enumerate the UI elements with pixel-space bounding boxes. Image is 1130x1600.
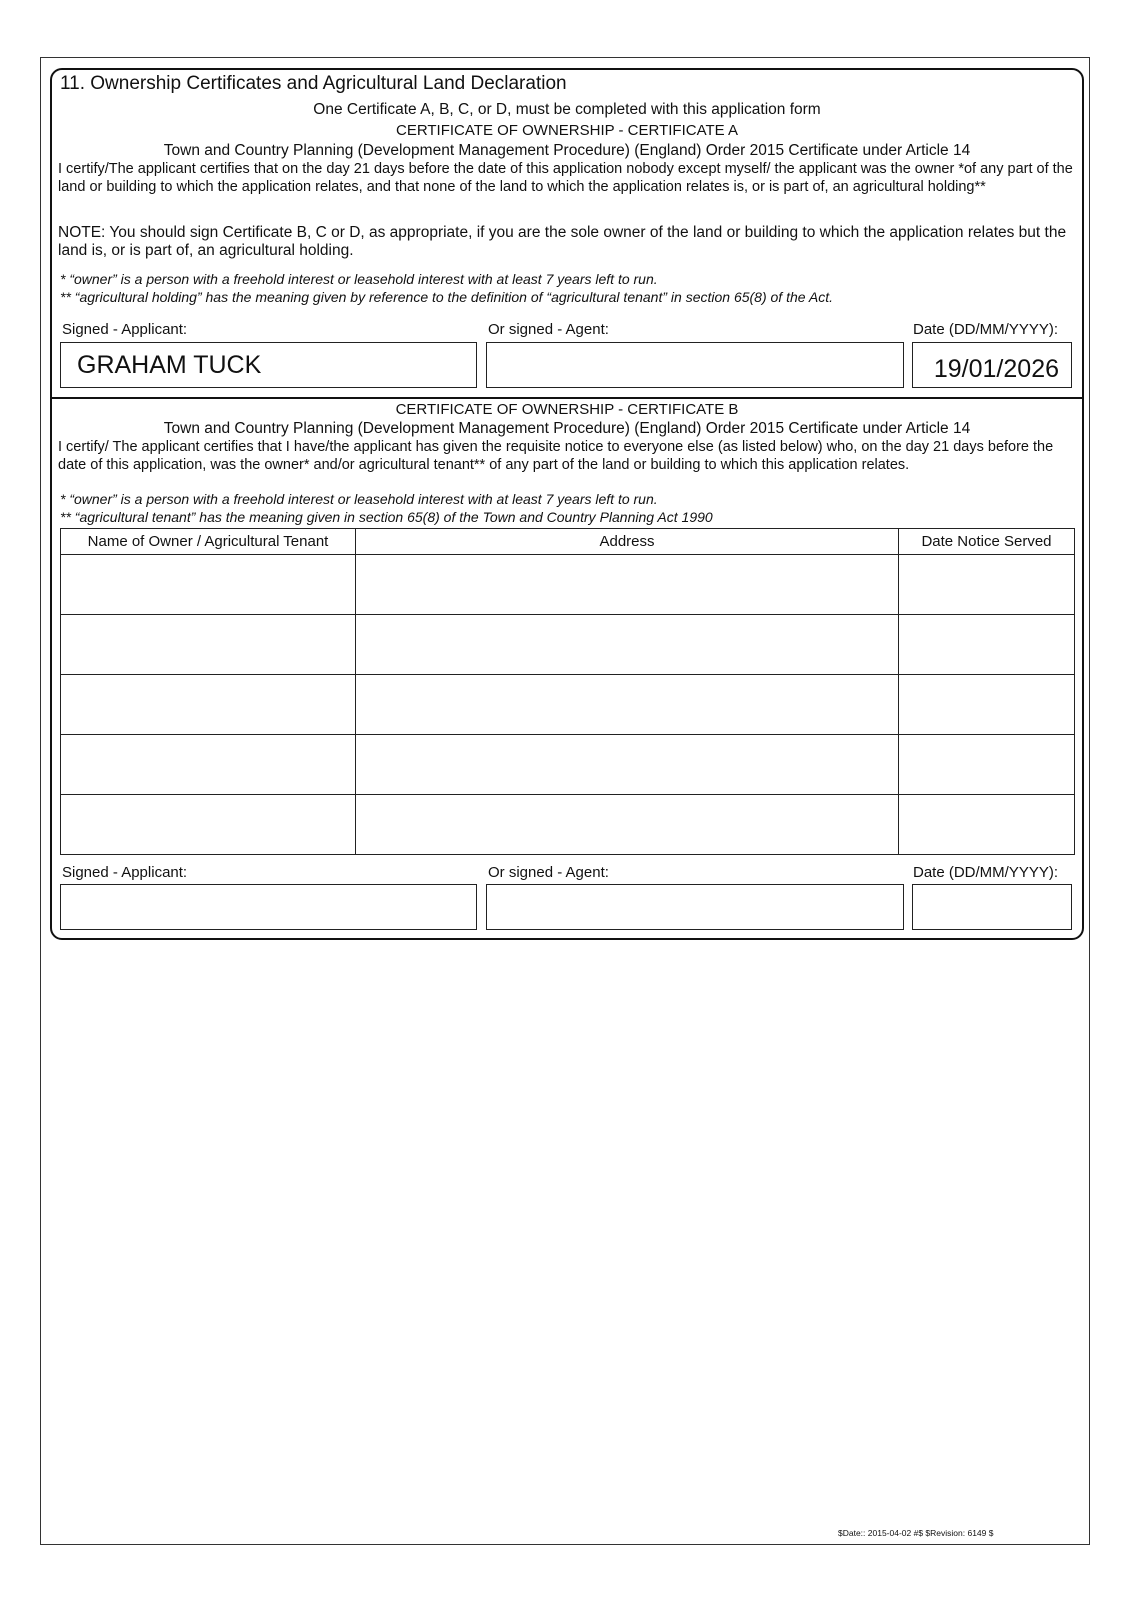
owner-name-cell[interactable] <box>61 795 356 855</box>
table-row <box>61 735 1075 795</box>
certificate-a-applicant-field[interactable] <box>60 342 477 388</box>
certificate-b-footnote-tenant: ** “agricultural tenant” has the meaning given in section 65(8) of the Town and Country Planning Act 1990 <box>60 509 713 525</box>
notice-date-cell[interactable] <box>899 795 1075 855</box>
owners-table <box>60 528 1075 855</box>
certificate-divider <box>50 397 1084 399</box>
certificate-a-statement: I certify/The applicant certifies that on the day 21 days before the date of this application nobody except myself/ the applicant was the owner *of any part of the land or building to which the application relates, and that none of the land to which the application relates is, or is part of, an agricultural holding** <box>58 161 1073 195</box>
owner-name-cell[interactable] <box>61 735 356 795</box>
certificate-b-agent-field[interactable] <box>486 884 904 930</box>
certificate-b-heading: CERTIFICATE OF OWNERSHIP - CERTIFICATE B <box>395 401 739 418</box>
certificate-a-date-label: Date (DD/MM/YYYY): <box>913 321 1059 338</box>
owner-name-cell[interactable] <box>61 675 356 735</box>
certificate-a-date-field[interactable] <box>912 342 1072 388</box>
certificate-a-agent-label: Or signed - Agent: <box>488 321 609 338</box>
certificate-a-agent-field[interactable] <box>486 342 904 388</box>
owner-name-cell[interactable] <box>61 555 356 615</box>
certificate-a-applicant-label: Signed - Applicant: <box>62 321 188 338</box>
certificate-a-order: Town and Country Planning (Development Management Procedure) (England) Order 2015 Certificate under Article 14 <box>163 142 971 159</box>
notice-date-cell[interactable] <box>899 735 1075 795</box>
certificate-b-date-label: Date (DD/MM/YYYY): <box>913 864 1059 881</box>
owner-address-cell[interactable] <box>356 675 899 735</box>
revision-stamp: $Date:: 2015-04-02 #$ $Revision: 6149 $ <box>838 1528 994 1538</box>
column-header-address: Address <box>356 529 899 555</box>
table-row <box>61 675 1075 735</box>
certificate-a-footnote-owner: * “owner” is a person with a freehold interest or leasehold interest with at least 7 years left to run. <box>60 271 658 287</box>
notice-date-cell[interactable] <box>899 555 1075 615</box>
owner-address-cell[interactable] <box>356 615 899 675</box>
certificate-b-date-field[interactable] <box>912 884 1072 930</box>
certificate-b-applicant-label: Signed - Applicant: <box>62 864 188 881</box>
table-row <box>61 555 1075 615</box>
section-subtitle: One Certificate A, B, C, or D, must be completed with this application form <box>313 101 821 118</box>
owners-table-header <box>61 529 1075 555</box>
certificate-b-footnote-owner: * “owner” is a person with a freehold interest or leasehold interest with at least 7 years left to run. <box>60 491 658 507</box>
certificate-b-statement: I certify/ The applicant certifies that I have/the applicant has given the requisite notice to everyone else (as listed below) who, on the day 21 days before the date of this application, was the owner* and/or agricultural tenant** of any part of the land or building to which this application relates. <box>58 439 1054 473</box>
certificate-a-footnote-holding: ** “agricultural holding” has the meaning given by reference to the definition of “agricultural tenant” in section 65(8) of the Act. <box>60 289 834 305</box>
owner-address-cell[interactable] <box>356 555 899 615</box>
owner-name-cell[interactable] <box>61 615 356 675</box>
column-header-date-notice: Date Notice Served <box>899 529 1075 555</box>
certificate-a-note: NOTE: You should sign Certificate B, C or D, as appropriate, if you are the sole owner of the land or building to which the application relates but the land is, or is part of, an agricultural holding. <box>58 224 1067 259</box>
certificate-b-applicant-field[interactable] <box>60 884 477 930</box>
notice-date-cell[interactable] <box>899 675 1075 735</box>
owner-address-cell[interactable] <box>356 795 899 855</box>
owner-address-cell[interactable] <box>356 735 899 795</box>
certificate-a-applicant-value: GRAHAM TUCK <box>77 351 262 379</box>
certificate-a-date-value: 19/01/2026 <box>933 355 1059 383</box>
certificate-b-agent-label: Or signed - Agent: <box>488 864 609 881</box>
section-title: 11. Ownership Certificates and Agricultural Land Declaration <box>60 73 567 94</box>
certificate-b-order: Town and Country Planning (Development Management Procedure) (England) Order 2015 Certificate under Article 14 <box>163 420 971 437</box>
certificate-a-heading: CERTIFICATE OF OWNERSHIP - CERTIFICATE A <box>396 122 738 139</box>
table-row <box>61 795 1075 855</box>
table-row <box>61 615 1075 675</box>
column-header-name: Name of Owner / Agricultural Tenant <box>61 529 356 555</box>
notice-date-cell[interactable] <box>899 615 1075 675</box>
